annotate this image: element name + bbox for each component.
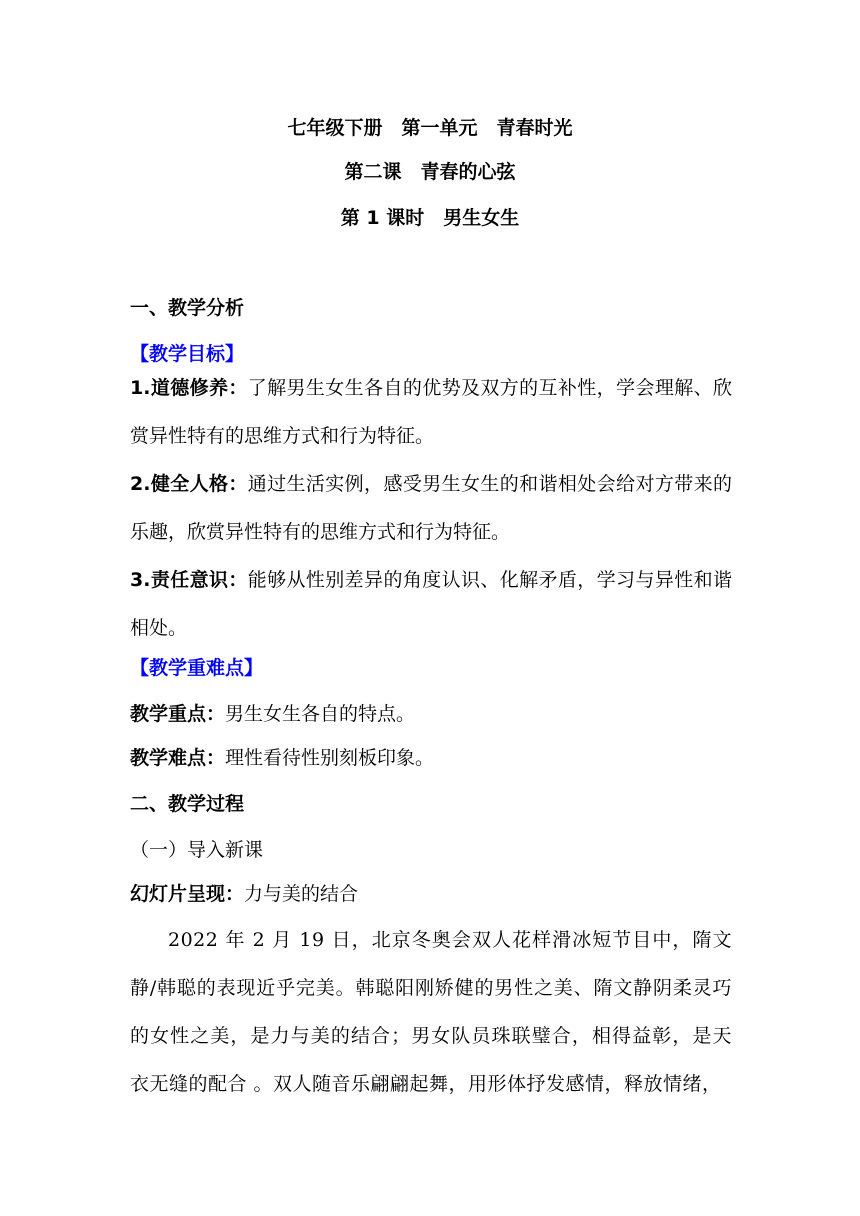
goal-label: 2.健全人格：	[130, 473, 248, 495]
goal-item-3	[130, 556, 732, 652]
key-point	[130, 702, 740, 726]
subsection-intro: （一）导入新课	[130, 839, 264, 861]
slide-label: 幻灯片呈现：	[130, 883, 245, 905]
slide-line	[130, 882, 740, 906]
goal-label: 1.道德修养：	[130, 377, 248, 399]
section-heading-analysis: 一、教学分析	[130, 297, 245, 319]
lesson-title: 第二课 青春的心弦	[344, 161, 516, 183]
unit-title: 七年级下册 第一单元 青春时光	[287, 117, 573, 139]
goal-text: 通过生活实例，感受男生女生的和谐相处会给对方带来的乐趣，欣赏异性特有的思维方式和行为特征。	[130, 473, 732, 543]
goal-label: 3.责任意识：	[130, 569, 248, 591]
goals-heading: 【教学目标】	[130, 343, 245, 365]
goal-item-2	[130, 460, 732, 556]
difficult-point-text: 理性看待性别刻板印象。	[225, 747, 435, 769]
goal-text: 能够从性别差异的角度认识、化解矛盾，学习与异性和谐相处。	[130, 569, 732, 639]
slide-text: 力与美的结合	[244, 883, 359, 905]
difficult-point	[130, 746, 740, 770]
section-heading-process: 二、教学过程	[130, 793, 245, 815]
period-title: 第 1 课时 男生女生	[340, 207, 520, 229]
goal-text: 了解男生女生各自的优势及双方的互补性，学会理解、欣赏异性特有的思维方式和行为特征。	[130, 377, 732, 447]
intro-paragraph: 2022 年 2 月 19 日，北京冬奥会双人花样滑冰短节目中，隋文静/韩聪的表现近乎完美。韩聪阳刚矫健的男性之美、隋文静阴柔灵巧的女性之美，是力与美的结合；男女队员珠联璧合，相得益彰，是天衣无缝的配合 。双人随音乐翩翩起舞，用形体抒发感情，释放情绪，	[130, 929, 732, 1095]
key-point-text: 男生女生各自的特点。	[225, 703, 416, 725]
goal-item-1	[130, 364, 732, 460]
key-points-heading: 【教学重难点】	[130, 657, 264, 679]
difficult-point-label: 教学难点：	[130, 747, 226, 769]
key-point-label: 教学重点：	[130, 703, 226, 725]
